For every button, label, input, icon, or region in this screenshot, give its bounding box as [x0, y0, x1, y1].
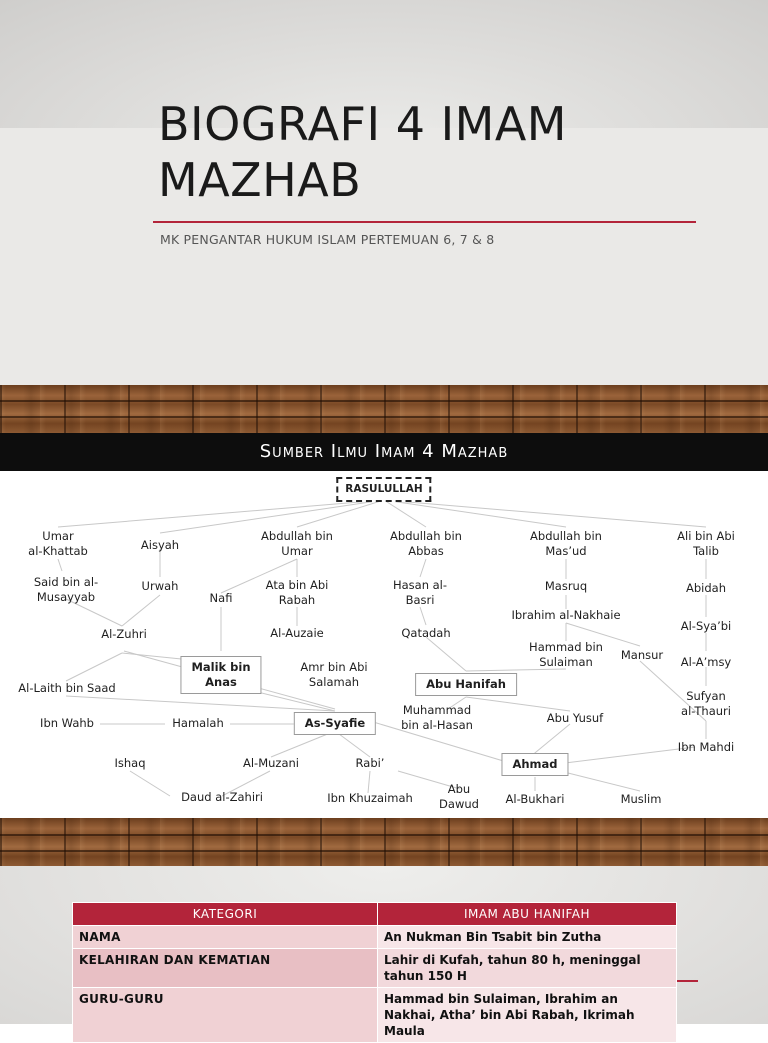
- node-qatadah: Qatadah: [401, 626, 451, 640]
- node-urwah: Urwah: [141, 579, 179, 593]
- row-category: GURU-GURU: [73, 988, 378, 1043]
- row-value: An Nukman Bin Tsabit bin Zutha: [378, 926, 677, 949]
- node-muhammad-bin-al-hasan: Muhammad bin al-Hasan: [401, 703, 473, 732]
- table-header-row: [73, 903, 677, 926]
- node-rabi: Rabi’: [355, 756, 385, 770]
- node-umar: Umar al-Khattab: [28, 529, 88, 558]
- node-mansur: Mansur: [620, 648, 664, 662]
- node-said-bin-al-musayyab: Said bin al- Musayyab: [33, 575, 99, 604]
- node-hasan-al-basri: Hasan al- Basri: [392, 578, 448, 607]
- node-aisyah: Aisyah: [140, 538, 180, 552]
- node-hamalah: Hamalah: [172, 716, 224, 730]
- biography-table: [72, 902, 677, 1043]
- node-ishaq: Ishaq: [114, 756, 146, 770]
- row-value: Lahir di Kufah, tahun 80 h, meninggal tahun 150 H: [378, 949, 677, 988]
- node-al-auzaie: Al-Auzaie: [270, 626, 324, 640]
- node-abu-hanifah: Abu Hanifah: [415, 673, 517, 696]
- node-abdullah-bin-umar: Abdullah bin Umar: [261, 529, 333, 558]
- row-value: Hammad bin Sulaiman, Ibrahim an Nakhai, Atha’ bin Abi Rabah, Ikrimah Maula: [378, 988, 677, 1043]
- table-row: [73, 988, 677, 1043]
- node-as-syafie: As-Syafie: [294, 712, 376, 735]
- node-abu-yusuf: Abu Yusuf: [546, 711, 604, 725]
- table-slide-accent-rule: [676, 980, 698, 982]
- node-abdullah-bin-masud: Abdullah bin Mas’ud: [530, 529, 602, 558]
- node-sufyan-al-thauri: Sufyan al-Thauri: [681, 689, 731, 718]
- node-rasulullah: RASULULLAH: [336, 477, 431, 502]
- node-al-muzani: Al-Muzani: [243, 756, 299, 770]
- wood-floor-strip-top: [0, 385, 768, 433]
- node-abu-dawud: Abu Dawud: [439, 782, 479, 811]
- slide-title: BIOGRAFI 4 IMAM MAZHAB: [158, 97, 567, 207]
- table-row: [73, 949, 677, 988]
- node-al-laith-bin-saad: Al-Laith bin Saad: [18, 681, 116, 695]
- node-abdullah-bin-abbas: Abdullah bin Abbas: [390, 529, 462, 558]
- diagram-banner: Sumber Ilmu Imam 4 Mazhab: [0, 433, 768, 471]
- node-muslim: Muslim: [620, 792, 662, 806]
- node-ali-bin-abi-talib: Ali bin Abi Talib: [677, 529, 735, 558]
- node-malik-bin-anas: Malik bin Anas: [180, 656, 261, 694]
- node-hammad-bin-sulaiman: Hammad bin Sulaiman: [529, 640, 603, 669]
- wood-floor-strip-bottom: [0, 818, 768, 866]
- node-masruq: Masruq: [544, 579, 588, 593]
- node-al-bukhari: Al-Bukhari: [505, 792, 565, 806]
- title-divider: [153, 221, 696, 223]
- lineage-diagram: [0, 471, 768, 818]
- table-row: [73, 926, 677, 949]
- node-al-amsy: Al-A’msy: [680, 655, 732, 669]
- header-kategori: KATEGORI: [73, 903, 378, 926]
- row-category: NAMA: [73, 926, 378, 949]
- header-imam-abu-hanifah: IMAM ABU HANIFAH: [378, 903, 677, 926]
- node-ibrahim-al-nakhaie: Ibrahim al-Nakhaie: [511, 608, 621, 622]
- node-ahmad: Ahmad: [501, 753, 568, 776]
- node-abidah: Abidah: [686, 581, 726, 595]
- node-daud-al-zahiri: Daud al-Zahiri: [181, 790, 263, 804]
- node-ibn-mahdi: Ibn Mahdi: [677, 740, 735, 754]
- node-ibn-khuzaimah: Ibn Khuzaimah: [327, 791, 413, 805]
- node-amr-bin-abi-salamah: Amr bin Abi Salamah: [300, 660, 368, 689]
- row-category: KELAHIRAN DAN KEMATIAN: [73, 949, 378, 988]
- node-al-syabi: Al-Sya’bi: [680, 619, 732, 633]
- node-al-zuhri: Al-Zuhri: [101, 627, 147, 641]
- node-ibn-wahb: Ibn Wahb: [40, 716, 94, 730]
- slide-subtitle: MK PENGANTAR HUKUM ISLAM PERTEMUAN 6, 7 & 8: [160, 232, 495, 247]
- node-nafi: Nafi: [209, 591, 233, 605]
- node-ata-bin-abi-rabah: Ata bin Abi Rabah: [265, 578, 329, 607]
